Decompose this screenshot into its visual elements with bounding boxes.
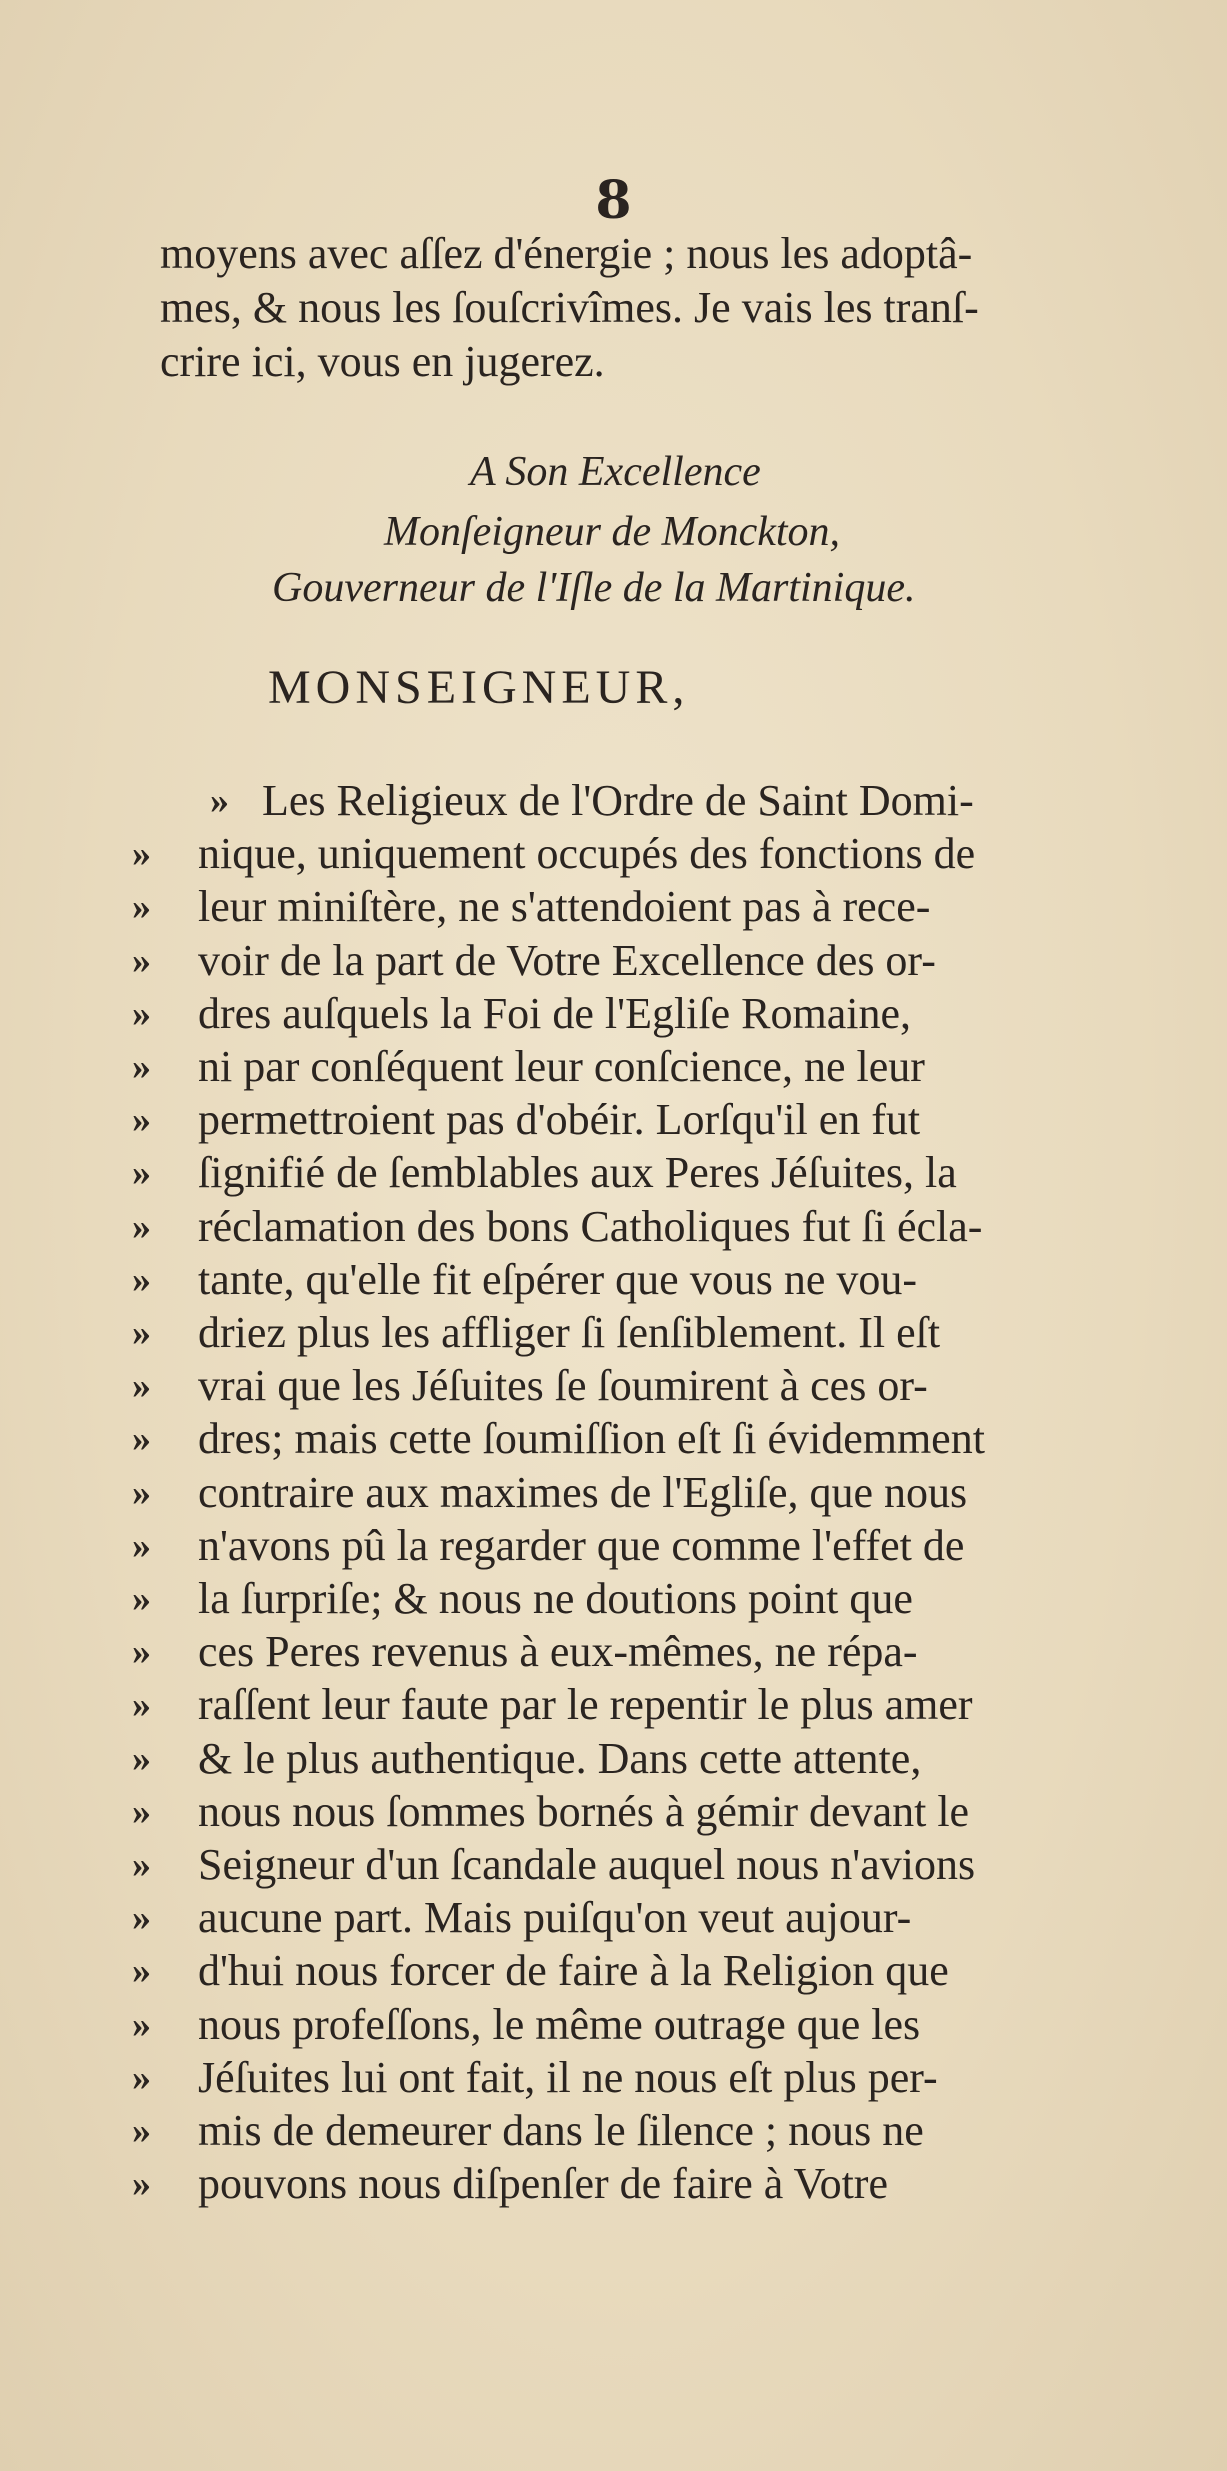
letter-line-20: nous nous ſommes bornés à gémir devant le bbox=[198, 1787, 970, 1836]
quote-mark: » bbox=[132, 1418, 151, 1460]
intro-line-1: moyens avec aſſez d'énergie ; nous les adoptâ- bbox=[160, 229, 973, 278]
quote-mark: » bbox=[132, 940, 151, 982]
quote-mark: » bbox=[132, 1950, 151, 1992]
quote-mark: » bbox=[132, 1525, 151, 1567]
quote-mark: » bbox=[132, 1365, 151, 1407]
address-line-3: Gouverneur de l'Iſle de la Martinique. bbox=[272, 565, 916, 611]
quote-mark: » bbox=[132, 1631, 151, 1673]
letter-line-14: contraire aux maximes de l'Egliſe, que nous bbox=[198, 1468, 968, 1517]
letter-line-27: pouvons nous diſpenſer de faire à Votre bbox=[198, 2159, 888, 2208]
quote-mark: » bbox=[132, 833, 151, 875]
letter-line-2: nique, uniquement occupés des fonctions de bbox=[198, 829, 976, 878]
letter-line-5: dres auſquels la Foi de l'Egliſe Romaine, bbox=[198, 989, 912, 1038]
quote-mark: » bbox=[132, 1684, 151, 1726]
letter-line-15: n'avons pû la regarder que comme l'effet de bbox=[198, 1521, 965, 1570]
quote-mark: » bbox=[132, 1897, 151, 1939]
letter-line-1: Les Religieux de l'Ordre de Saint Domi- bbox=[262, 776, 974, 825]
letter-line-23: d'hui nous forcer de faire à la Religion que bbox=[198, 1946, 949, 1995]
quote-mark: » bbox=[132, 1738, 151, 1780]
letter-line-16: la ſurpriſe; & nous ne doutions point que bbox=[198, 1574, 913, 1623]
letter-line-17: ces Peres revenus à eux-mêmes, ne répa- bbox=[198, 1627, 918, 1676]
letter-line-4: voir de la part de Votre Excellence des or- bbox=[198, 936, 936, 985]
quote-mark: » bbox=[132, 2004, 151, 2046]
letter-line-13: dres; mais cette ſoumiſſion eſt ſi évidemment bbox=[198, 1414, 985, 1463]
quote-mark: » bbox=[132, 1206, 151, 1248]
letter-line-24: nous profeſſons, le même outrage que les bbox=[198, 2000, 921, 2049]
letter-line-19: & le plus authentique. Dans cette attente, bbox=[198, 1734, 922, 1783]
letter-line-6: ni par conſéquent leur conſcience, ne leur bbox=[198, 1042, 925, 1091]
quote-mark: » bbox=[132, 1472, 151, 1514]
quote-mark: » bbox=[210, 780, 229, 822]
salutation: MONSEIGNEUR, bbox=[268, 661, 690, 714]
quote-mark: » bbox=[132, 1099, 151, 1141]
letter-line-11: driez plus les affliger ſi ſenſiblement. Il eſt bbox=[198, 1308, 941, 1357]
page-number: 8 bbox=[595, 170, 632, 231]
quote-mark: » bbox=[132, 1312, 151, 1354]
letter-line-3: leur miniſtère, ne s'attendoient pas à rece- bbox=[198, 882, 931, 931]
address-line-2: Monſeigneur de Monckton, bbox=[384, 509, 841, 555]
letter-line-22: aucune part. Mais puiſqu'on veut aujour- bbox=[198, 1893, 912, 1942]
letter-line-21: Seigneur d'un ſcandale auquel nous n'avions bbox=[198, 1840, 976, 1889]
letter-line-10: tante, qu'elle fit eſpérer que vous ne vou- bbox=[198, 1255, 917, 1304]
quote-mark: » bbox=[132, 1152, 151, 1194]
quote-mark: » bbox=[132, 886, 151, 928]
letter-line-8: ſignifié de ſemblables aux Peres Jéſuites, la bbox=[198, 1148, 957, 1197]
letter-line-25: Jéſuites lui ont fait, il ne nous eſt plus per- bbox=[198, 2053, 938, 2102]
quote-mark: » bbox=[132, 1259, 151, 1301]
intro-line-2: mes, & nous les ſouſcrivîmes. Je vais les tranſ- bbox=[160, 283, 979, 332]
letter-line-26: mis de demeurer dans le ſilence ; nous ne bbox=[198, 2106, 924, 2155]
letter-line-18: raſſent leur faute par le repentir le plus amer bbox=[198, 1680, 973, 1729]
letter-line-9: réclamation des bons Catholiques fut ſi écla- bbox=[198, 1202, 983, 1251]
quote-mark: » bbox=[132, 1844, 151, 1886]
quote-mark: » bbox=[132, 1791, 151, 1833]
letter-line-7: permettroient pas d'obéir. Lorſqu'il en fut bbox=[198, 1095, 921, 1144]
letter-line-12: vrai que les Jéſuites ſe ſoumirent à ces or- bbox=[198, 1361, 928, 1410]
quote-mark: » bbox=[132, 2163, 151, 2205]
quote-mark: » bbox=[132, 993, 151, 1035]
address-line-1: A Son Excellence bbox=[470, 449, 761, 495]
quote-mark: » bbox=[132, 2110, 151, 2152]
intro-line-3: crire ici, vous en jugerez. bbox=[160, 337, 605, 386]
quote-mark: » bbox=[132, 2057, 151, 2099]
quote-mark: » bbox=[132, 1046, 151, 1088]
quote-mark: » bbox=[132, 1578, 151, 1620]
